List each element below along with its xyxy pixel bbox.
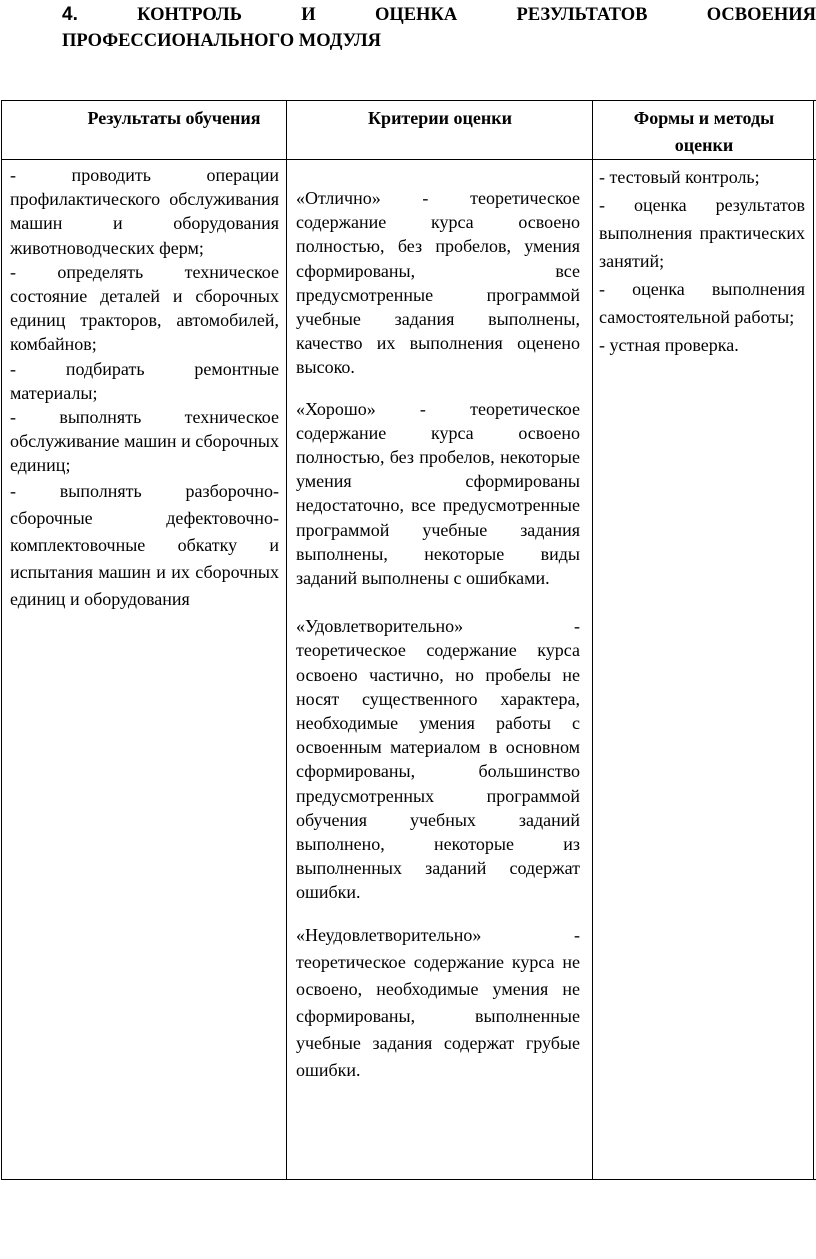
methods-cell (599, 163, 805, 359)
heading-line-1 (62, 2, 816, 28)
heading-line-2: ПРОФЕССИОНАЛЬНОГО МОДУЛЯ (62, 31, 381, 51)
method-item: - оценка результатов выполнения практических занятий; (599, 195, 805, 271)
heading-word: И (301, 5, 316, 25)
assessment-table (1, 100, 816, 1180)
column-divider (286, 101, 287, 1179)
result-item: - определять техническое состояние деталей и сборочных единиц тракторов, автомобилей, комбайнов; (10, 261, 279, 355)
method-item: - устная проверка. (599, 335, 739, 355)
header-criteria: Критерии оценки (368, 108, 512, 128)
method-item: - оценка выполнения самостоятельной работы; (599, 279, 805, 327)
heading-word: КОНТРОЛЬ (137, 5, 242, 25)
criteria-satisfactory: «Удовлетворительно» - теоретическое содержание курса освоено частично, но пробелы не носят существенного характера, необходимые умения работы с освоенным материалом в основном сформированы, большинство предусмотренных программой обучения учебных заданий выполнено, некоторые из выполненных заданий содержат ошибки. (296, 616, 580, 903)
result-item: - подбирать ремонтные материалы; (10, 358, 279, 403)
method-item: - тестовый контроль; (599, 167, 760, 187)
criteria-unsatisfactory: «Неудовлетворительно» - теоретическое содержание курса не освоено, необходимые умения не сформированы, выполненные учебные задания содержат грубые ошибки. (296, 924, 580, 1080)
section-heading (62, 2, 816, 54)
column-divider (592, 101, 593, 1179)
column-divider (813, 101, 814, 1179)
heading-word: ОЦЕНКА (374, 5, 458, 25)
results-cell (10, 163, 279, 613)
result-item: - проводить операции профилактического обслуживания машин и оборудования животноводческих ферм; (10, 165, 279, 258)
header-divider (2, 159, 816, 160)
heading-word: ОСВОЕНИЯ (706, 5, 816, 25)
criteria-good: «Хорошо» - теоретическое содержание курса освоено полностью, без пробелов, некоторые умения сформированы недостаточно, все предусмотренные программой учебные задания выполнены, некоторые виды заданий выполнены с ошибками. (296, 398, 580, 589)
header-results: Результаты обучения (87, 108, 261, 128)
heading-number: 4. (62, 4, 78, 25)
result-item: - выполнять разборочно-сборочные дефектовочно-комплектовочные обкатку и испытания машин и их сборочных единиц и оборудования (10, 480, 279, 609)
criteria-excellent: «Отлично» - теоретическое содержание курса освоено полностью, без пробелов, умения сформированы, все предусмотренные программой учебные задания выполнены, качество их выполнения оценено высоко. (296, 188, 580, 378)
result-item: - выполнять техническое обслуживание машин и сборочных единиц; (10, 407, 279, 476)
header-methods: Формы и методы оценки (633, 108, 775, 155)
heading-word: РЕЗУЛЬТАТОВ (516, 5, 648, 25)
criteria-cell (296, 186, 580, 1084)
